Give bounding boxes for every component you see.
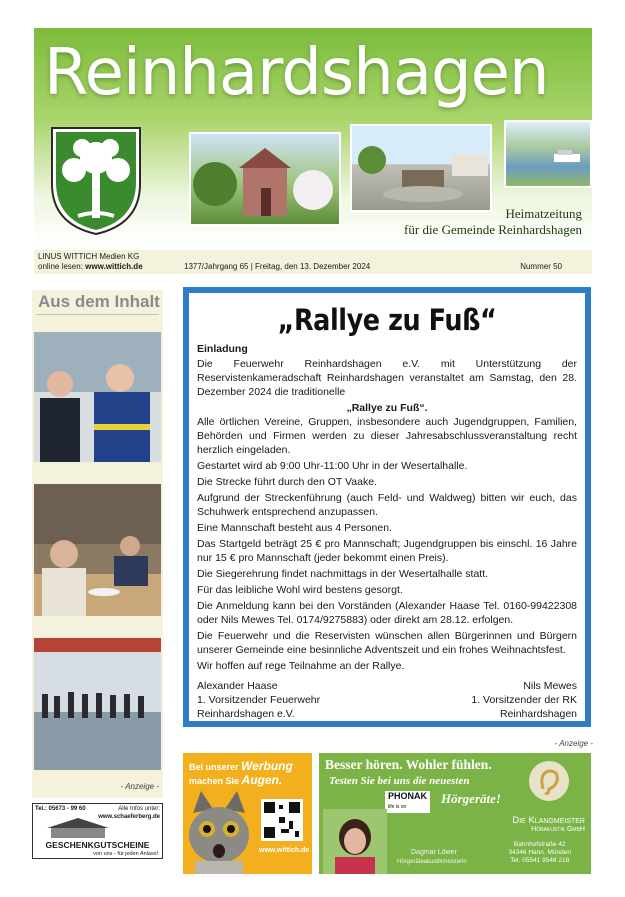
voucher-info1: Alle Infos unter: xyxy=(118,806,160,812)
wittich-ad-url[interactable]: www.wittich.de xyxy=(259,847,310,854)
anzeige-label: - Anzeige - xyxy=(554,739,593,748)
article-box xyxy=(183,287,591,727)
sidebar-photo-hall xyxy=(34,638,161,770)
voucher-info2: www.schaeferberg.de xyxy=(98,814,160,820)
wittich-ad-text: Bei unserer xyxy=(189,762,239,772)
article-paragraph: Die Feuerwehr und die Reservisten wünschen allen Bürgerinnen und Bürgern unserer Gemeinde eine besinnliche Adventszeit und ein frohes Weihnachtsfest. xyxy=(197,630,577,656)
signature-right-org: Reinhardshagen xyxy=(499,708,577,720)
article-paragraph: Aufgrund der Streckenführung (auch Feld- und Waldweg) bitten wir euch, das Schuhwerk entsprechend anzupassen. xyxy=(197,492,577,518)
article-paragraph: Für das leibliche Wohl wird bestens gesorgt. xyxy=(197,584,403,596)
signature-right-name: Nils Mewes xyxy=(523,680,577,692)
hearing-company xyxy=(512,815,585,833)
hearing-person-name: Dagmar Löwer xyxy=(411,849,457,856)
article-paragraph: Alle örtlichen Vereine, Gruppen, insbesondere auch Jugendgruppen, Familien, Behörden und Firmen werden zu dieser Jahresabschlussveranstaltung recht herzlich eingeladen. xyxy=(197,416,577,456)
hearing-company-name: Die Klangmeister xyxy=(512,815,585,826)
newspaper-title: Reinhardshagen xyxy=(44,36,549,110)
wittich-ad[interactable] xyxy=(183,753,312,874)
phonak-tagline: life is on xyxy=(388,804,407,810)
masthead-photo-church xyxy=(189,132,341,226)
sidebar-anzeige-label: - Anzeige - xyxy=(120,782,159,791)
article-paragraph: Die Siegerehrung findet nachmittags in der Wesertalhalle statt. xyxy=(197,568,489,580)
issue-date: Freitag, den 13. Dezember 2024 xyxy=(255,262,371,271)
issue-count: Nummer 50 xyxy=(520,262,562,271)
voucher-ad[interactable] xyxy=(32,803,163,859)
voucher-phone: Tel.: 05673 - 99 60 xyxy=(35,806,86,812)
wittich-ad-line2 xyxy=(189,773,282,787)
article-einladung: Einladung xyxy=(197,343,248,355)
masthead-photo-square xyxy=(350,124,492,212)
masthead xyxy=(34,28,592,244)
voucher-tagline: von uns - für jeden Anlass! xyxy=(93,851,158,857)
signature-left-org: Reinhardshagen e.V. xyxy=(197,708,295,720)
sidebar-contents xyxy=(32,290,163,798)
hearing-address xyxy=(508,841,571,865)
article-paragraph: Wir hoffen auf rege Teilnahme an der Rallye. xyxy=(197,660,405,672)
article-paragraph: Eine Mannschaft besteht aus 4 Personen. xyxy=(197,522,392,534)
online-line xyxy=(38,262,143,272)
publisher-name: LINUS WITTICH Medien KG xyxy=(38,252,140,261)
masthead-photo-river xyxy=(504,120,592,188)
sidebar-heading: Aus dem Inhalt xyxy=(38,292,160,311)
signature-left xyxy=(197,679,320,721)
signature-left-name: Alexander Haase xyxy=(197,680,278,692)
hearing-address-city: 34346 Hann. Münden xyxy=(508,849,571,856)
article-paragraph: Das Startgeld beträgt 25 € pro Mannschaft; Jugendgruppen bis einschl. 16 Jahre nur 15 € pro Mannschaft (jeder bekommt einen Preis). xyxy=(197,538,577,564)
hearing-person-role: Hörgeräteakustikmeisterin xyxy=(397,859,467,865)
wittich-ad-line1 xyxy=(189,759,293,773)
house-icon xyxy=(43,816,113,838)
issue-number: 1377/Jahrgang 65 xyxy=(184,262,249,271)
online-url-link[interactable]: www.wittich.de xyxy=(85,262,143,271)
coat-of-arms-icon xyxy=(48,124,144,236)
online-label: online lesen: xyxy=(38,262,83,271)
signature-left-role: 1. Vorsitzender Feuerwehr xyxy=(197,694,321,706)
article-paragraph: Die Feuerwehr Reinhardshagen e.V. mit Unterstützung der Reservistenkameradschaft Reinhardshagen veranstaltet am Samstag, den 28. Dezember 2024 die traditionelle xyxy=(197,358,577,398)
hearing-ad-headline: Besser hören. Wohler fühlen. xyxy=(325,757,492,772)
sidebar-photo-dinner xyxy=(34,484,161,616)
hearing-company-sub: Hörakustik GmbH xyxy=(531,826,585,833)
phonak-logo xyxy=(385,791,430,813)
hearing-ad-sub: Testen Sie bei uns die neuesten xyxy=(329,775,470,787)
hearing-ad-hoergeraete: Hörgeräte! xyxy=(441,791,501,806)
wittich-ad-emph: Werbung xyxy=(241,759,293,773)
voucher-title: GESCHENKGUTSCHEINE xyxy=(45,840,150,850)
article-title: „Rallye zu Fuß“ xyxy=(277,303,497,337)
article-paragraph: Die Anmeldung kann bei den Vorständen (Alexander Haase Tel. 0160-99422308 oder Nils Mewes Tel. 0174/9275883) oder direkt am 28.12. erfolgen. xyxy=(197,600,577,626)
issue-line: 1377/Jahrgang 65 | Freitag, den 13. Dezember 2024 xyxy=(184,262,371,271)
hearing-ad[interactable] xyxy=(319,753,591,874)
wittich-ad-text: machen Sie xyxy=(189,776,240,786)
phonak-brand: PHONAK xyxy=(388,791,428,801)
hearing-address-street: Bahnhofstraße 42 xyxy=(513,841,566,848)
article-highlight: „Rallye zu Fuß“. xyxy=(346,402,428,414)
portrait-photo xyxy=(323,809,387,874)
masthead-subtitle-line2: für die Gemeinde Reinhardshagen xyxy=(404,222,582,237)
publication-info-bar xyxy=(34,250,592,274)
wittich-ad-emph: Augen. xyxy=(241,773,283,787)
ear-icon xyxy=(527,759,571,803)
masthead-subtitle-line1: Heimatzeitung xyxy=(505,206,582,221)
sidebar-photo-firefighters xyxy=(34,332,161,462)
qr-code-icon xyxy=(261,799,303,841)
cat-icon xyxy=(185,789,253,874)
hearing-phone: Tel. 05541 9548 218 xyxy=(510,857,570,864)
signature-right-role: 1. Vorsitzender der RK xyxy=(471,694,577,706)
sidebar-divider xyxy=(36,314,159,315)
signature-right xyxy=(471,679,577,721)
article-signatures xyxy=(197,679,577,721)
publisher-block xyxy=(38,252,143,272)
article-paragraph: Gestartet wird ab 9:00 Uhr-11:00 Uhr in der Wesertalhalle. xyxy=(197,460,468,472)
article-paragraph: Die Strecke führt durch den OT Vaake. xyxy=(197,476,377,488)
